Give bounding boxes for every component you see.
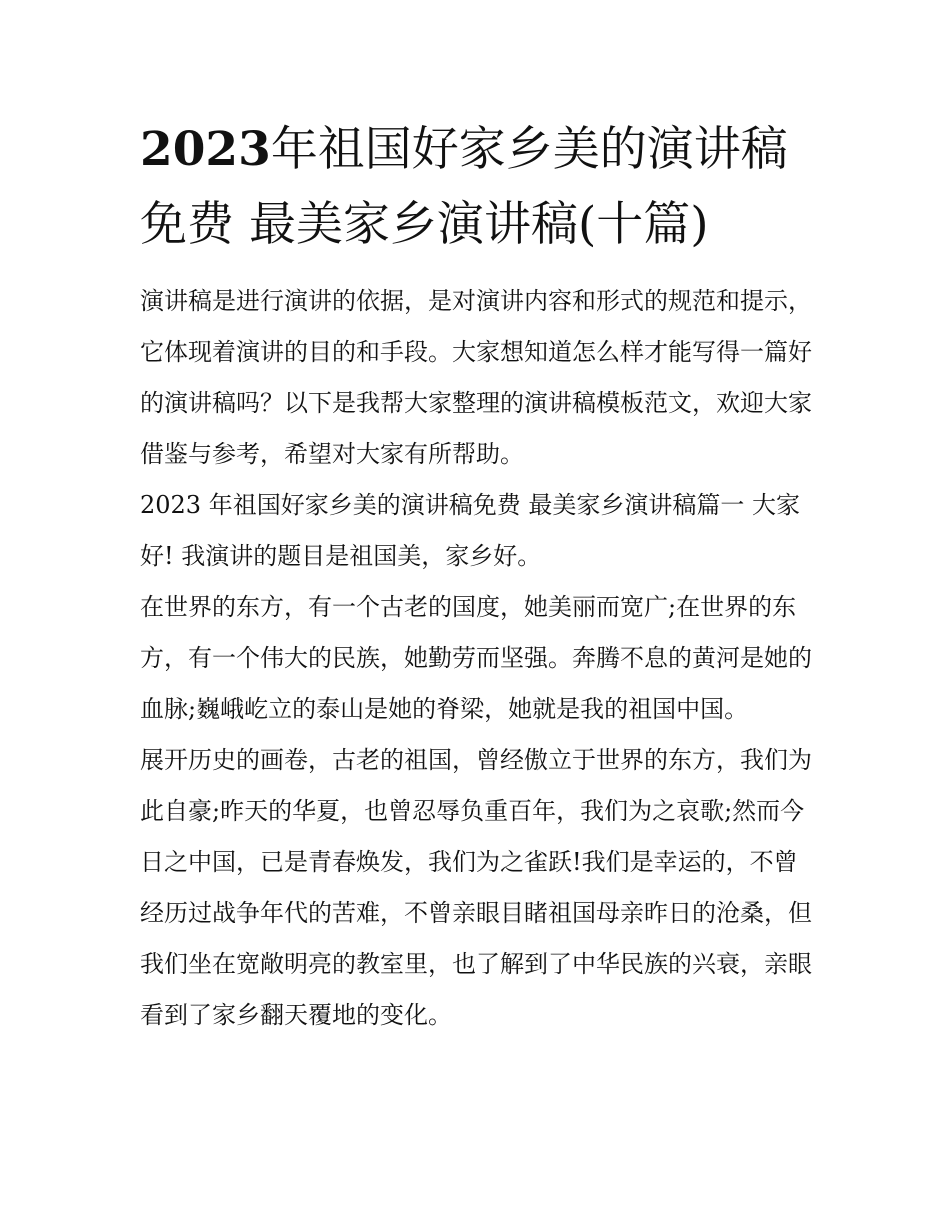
speech-heading-paragraph: 2023 年祖国好家乡美的演讲稿免费 最美家乡演讲稿篇一 大家好! 我演讲的题目是祖国美，家乡好。 (140, 491, 800, 570)
intro-paragraph: 演讲稿是进行演讲的依据，是对演讲内容和形式的规范和提示，它体现着演讲的目的和手段。大家想知道怎么样才能写得一篇好的演讲稿吗？以下是我帮大家整理的演讲稿模板范文，欢迎大家借鉴与参考，希望对大家有所帮助。 (140, 287, 812, 468)
title-year: 2023 (140, 122, 271, 177)
east-country-paragraph: 在世界的东方，有一个古老的国度，她美丽而宽广;在世界的东方，有一个伟大的民族，她勤劳而坚强。奔腾不息的黄河是她的血脉;巍峨屹立的泰山是她的脊梁，她就是我的祖国中国。 (140, 593, 812, 723)
title-text: 年祖国好家乡美的演讲稿免费 最美家乡演讲稿(十篇) (140, 122, 788, 252)
document-body (140, 276, 820, 1041)
document-title (140, 112, 820, 262)
history-paragraph: 展开历史的画卷，古老的祖国，曾经傲立于世界的东方，我们为此自豪;昨天的华夏，也曾忍辱负重百年，我们为之哀歌;然而今日之中国，已是青春焕发，我们为之雀跃!我们是幸运的，不曾经历过战争年代的苦难，不曾亲眼目睹祖国母亲昨日的沧桑，但我们坐在宽敞明亮的教室里，也了解到了中华民族的兴衰，亲眼看到了家乡翻天覆地的变化。 (140, 746, 812, 1029)
